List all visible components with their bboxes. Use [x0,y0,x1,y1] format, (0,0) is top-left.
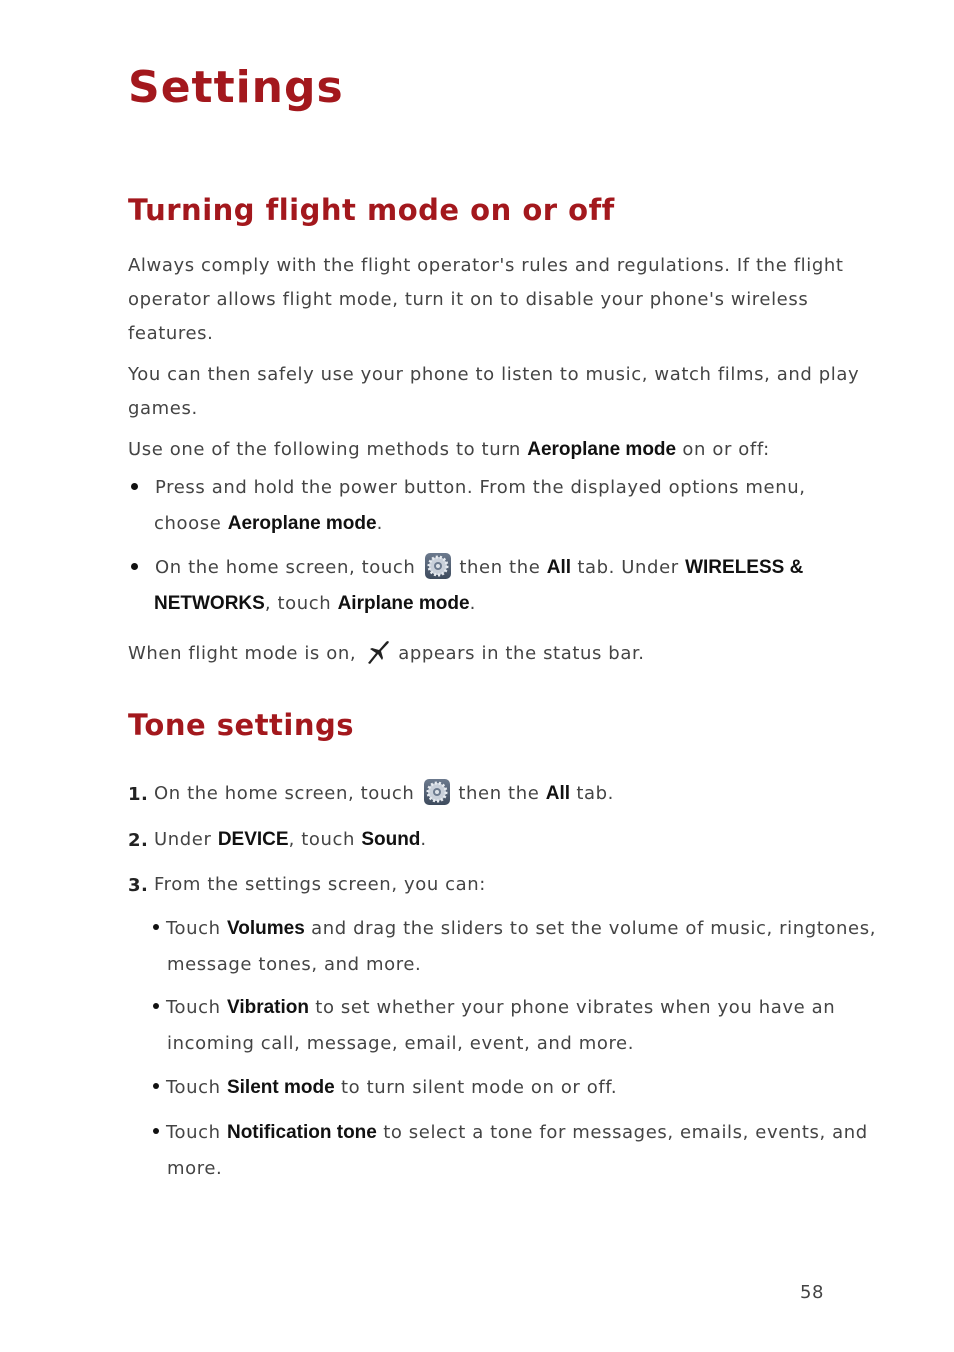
sub-item-line: Touch Notification tone to select a tone for messages, emails, events, and [166,1122,868,1143]
page-title: Settings [128,62,344,113]
sub-bullet-dot [153,1083,159,1089]
sub-bullet-dot [153,1128,159,1134]
paragraph-line: Always comply with the flight operator's rules and regulations. If the flight [128,255,844,276]
bullet-dot [131,483,138,490]
bullet-line: NETWORKS, touch Airplane mode. [154,593,476,614]
page-number: 58 [800,1282,824,1303]
step-number: 3. [128,875,149,896]
paragraph-methods: Use one of the following methods to turn Aeroplane mode on or off: [128,439,770,460]
step-text: Under DEVICE, touch Sound. [154,829,427,850]
sub-bullet-dot [153,924,159,930]
sub-item-line: Touch Volumes and drag the sliders to set the volume of music, ringtones, [166,918,877,939]
sub-item-line: incoming call, message, email, event, and more. [167,1033,635,1054]
step-number: 2. [128,830,149,851]
sub-item-line: Touch Vibration to set whether your phone vibrates when you have an [166,997,836,1018]
step-text: From the settings screen, you can: [154,874,486,895]
bullet-line: choose Aeroplane mode. [154,513,383,534]
paragraph-flight-status: When flight mode is on, appears in the status bar. [128,637,645,677]
paragraph-line: You can then safely use your phone to listen to music, watch films, and play [128,364,860,385]
sub-bullet-dot [153,1003,159,1009]
section-heading-tone-settings: Tone settings [128,708,355,742]
step-text: On the home screen, touch then the All tab. [154,777,614,811]
step-number: 1. [128,784,149,805]
paragraph-line: features. [128,323,214,344]
section-heading-flight-mode: Turning flight mode on or off [128,193,615,227]
sub-item-line: message tones, and more. [167,954,422,975]
settings-gear-icon [424,779,450,805]
airplane-icon [364,639,392,677]
bullet-line: On the home screen, touch then the All tab. Under WIRELESS & [155,551,803,585]
paragraph-line: operator allows flight mode, turn it on to disable your phone's wireless [128,289,809,310]
settings-gear-icon [425,553,451,579]
bullet-dot [131,563,138,570]
paragraph-line: games. [128,398,198,419]
bullet-line: Press and hold the power button. From the displayed options menu, [155,477,806,498]
sub-item-line: Touch Silent mode to turn silent mode on or off. [166,1077,618,1098]
sub-item-line: more. [167,1158,223,1179]
